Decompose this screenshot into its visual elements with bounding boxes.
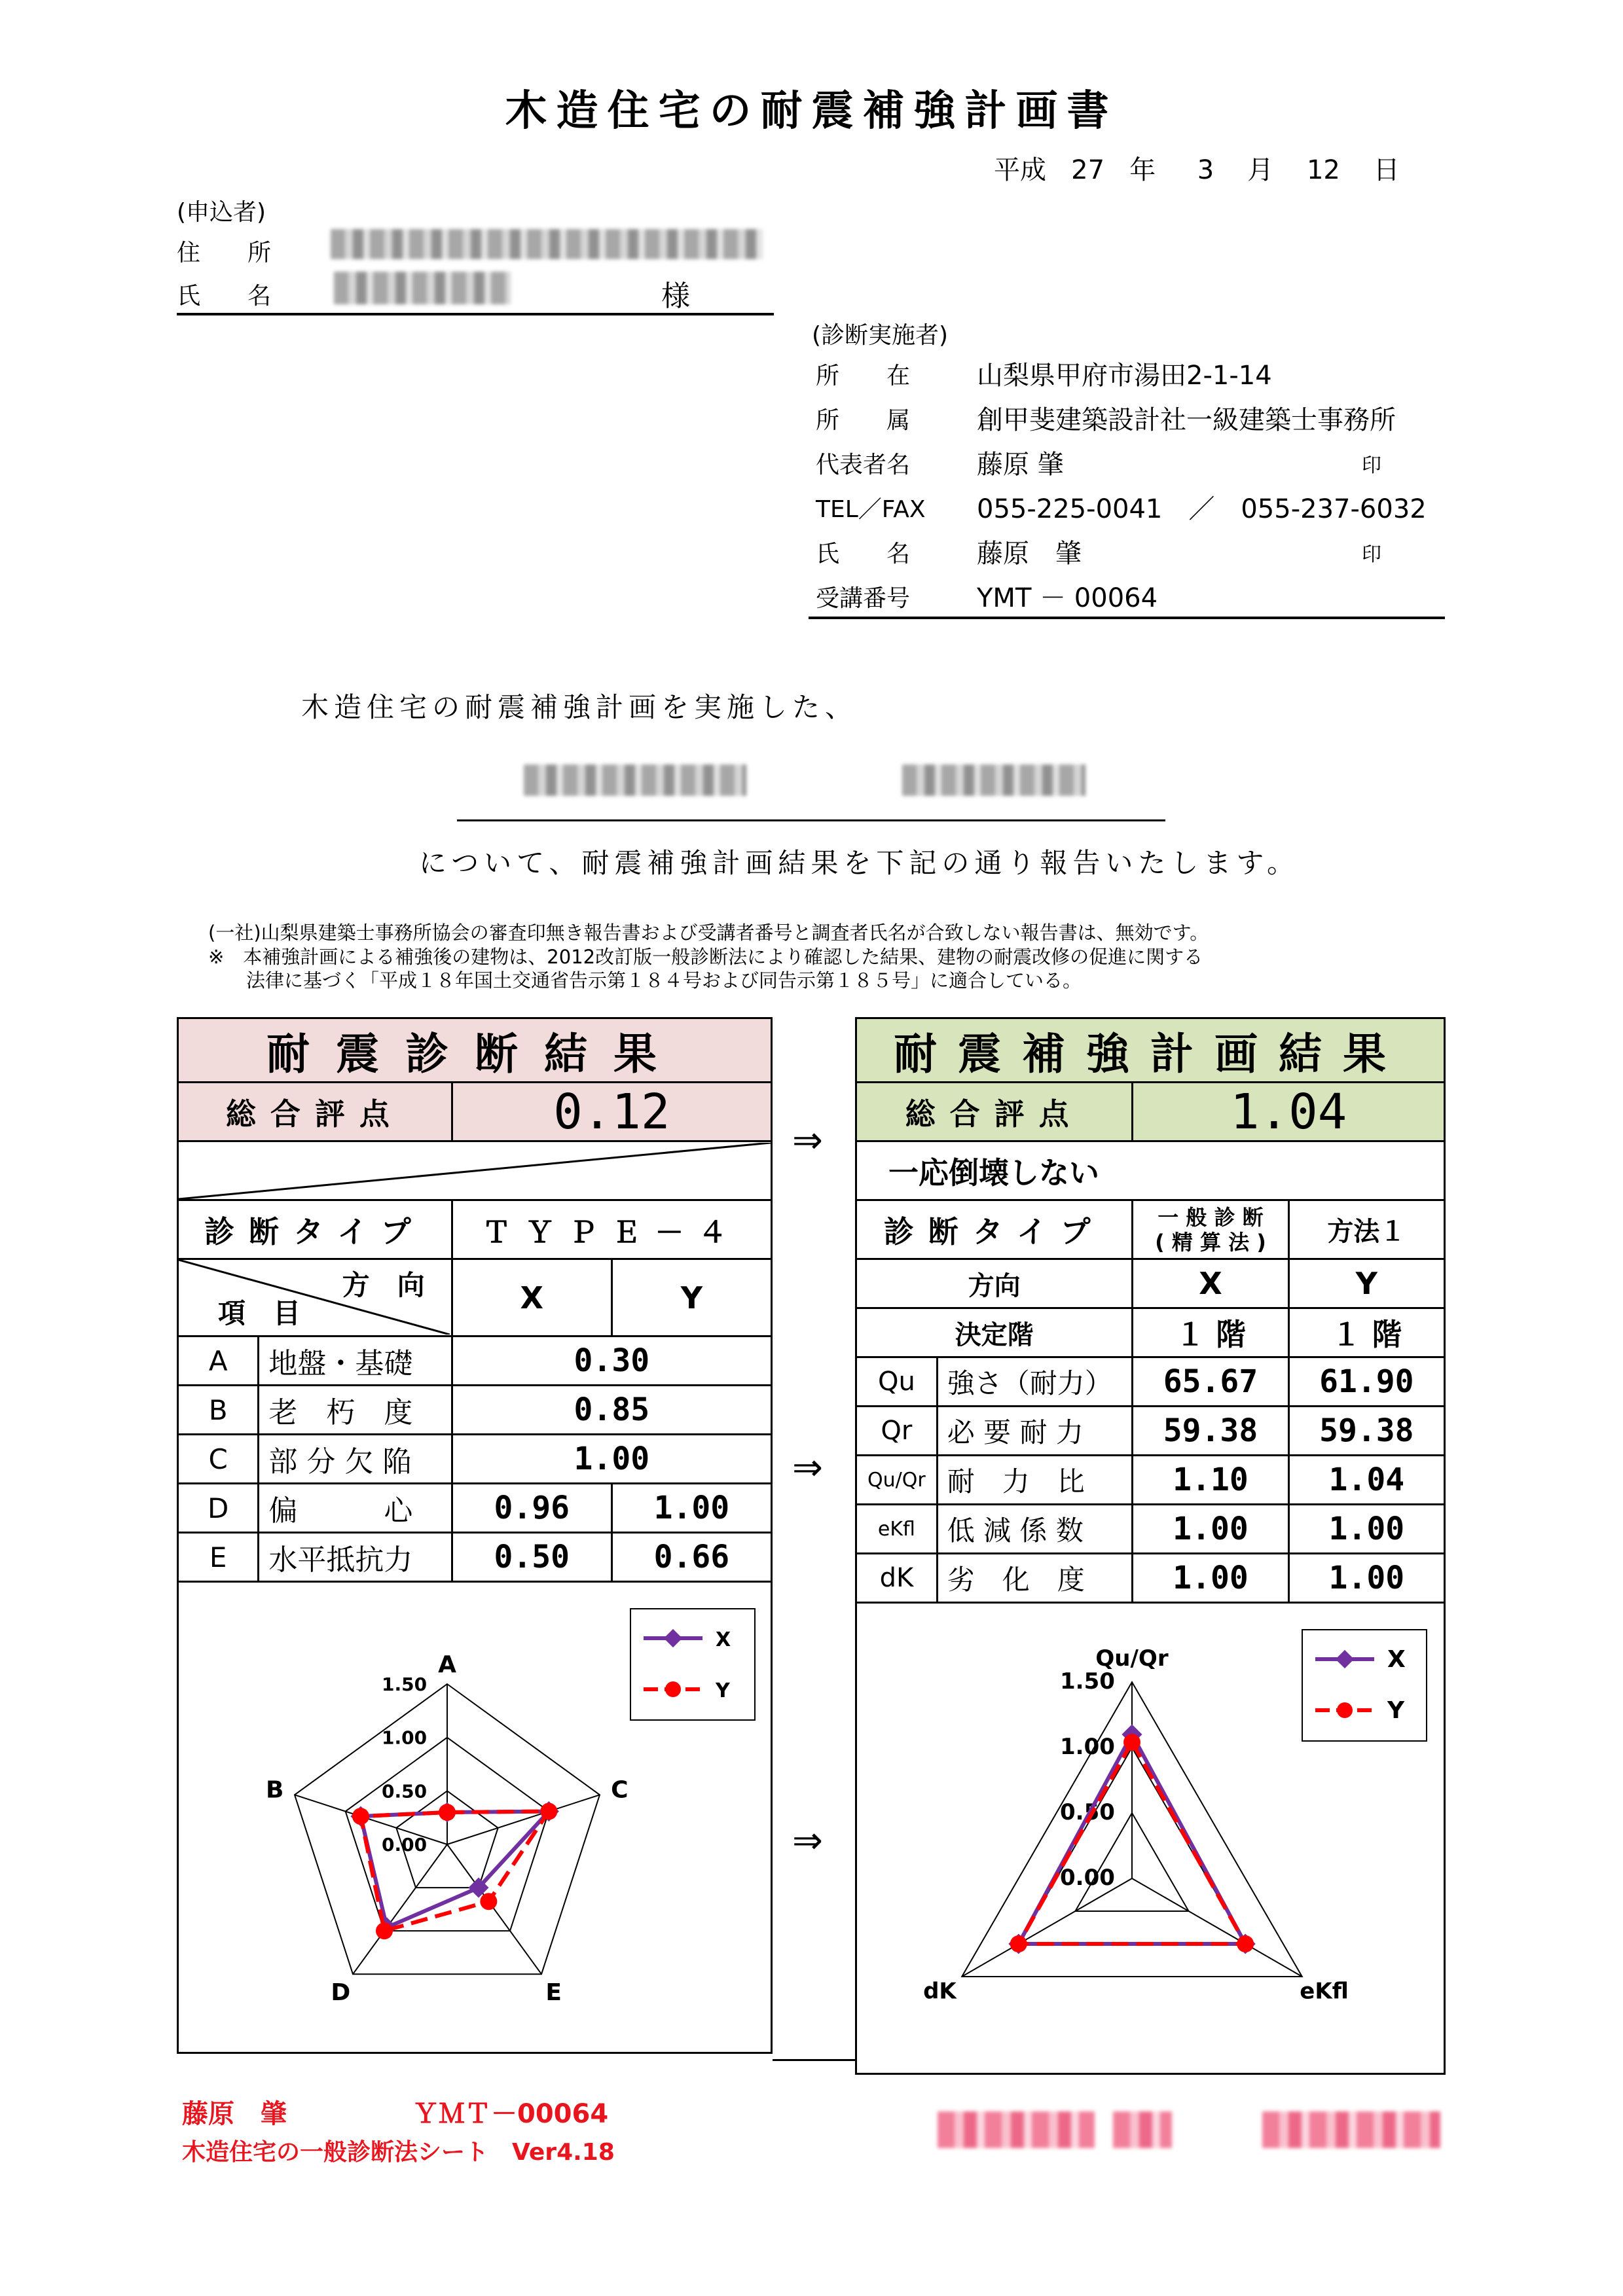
blank-verdict-cell	[178, 1141, 772, 1200]
arrow-values: ⇒	[792, 1446, 823, 1489]
right-item-x: 1.00	[1133, 1505, 1288, 1554]
right-item-x: 1.10	[1133, 1456, 1288, 1505]
note-3: 法律に基づく「平成１８年国土交通省告示第１８４号および同告示第１８５号」に適合している。	[208, 969, 1082, 992]
redacted-address	[331, 229, 763, 259]
right-type-value	[1133, 1200, 1288, 1259]
date: 平成 27 年 3 月 12 日	[994, 155, 1400, 185]
left-item-name: 地盤・基礎	[259, 1336, 452, 1386]
axis-label: E	[545, 1979, 562, 2006]
right-item-name: 強さ（耐力）	[937, 1357, 1133, 1407]
left-item-row	[178, 1533, 772, 1582]
seal-mark: 印	[1362, 543, 1381, 566]
statement-intro: 木造住宅の耐震補強計画を実施した、	[301, 691, 858, 723]
data-point-Y	[480, 1893, 497, 1910]
left-item-value: 1.00	[452, 1435, 771, 1484]
diagnoser-label: TEL／FAX	[816, 496, 926, 523]
right-total-label: 総合評点	[856, 1083, 1133, 1141]
redacted-stamp-3	[1262, 2111, 1440, 2148]
left-item-name: 老 朽 度	[259, 1386, 452, 1435]
left-item-row	[178, 1386, 772, 1435]
right-item-name: 低 減 係 数	[937, 1505, 1133, 1554]
floor-label: 決定階	[856, 1308, 1133, 1357]
type-precise: ( 精 算 法 )	[1155, 1229, 1266, 1255]
note-2: ※ 本補強計画による補強後の建物は、2012改訂版一般診断法により確認した結果、建物の耐震改修の促進に関する	[208, 946, 1203, 968]
right-type-label: 診断タイプ	[856, 1200, 1133, 1259]
data-point-Y	[1010, 1935, 1027, 1952]
axis-label: D	[331, 1979, 351, 2006]
axis-label: dK	[923, 1978, 957, 2005]
data-point-Y	[376, 1922, 393, 1939]
left-item-name: 部 分 欠 陥	[259, 1435, 452, 1484]
axis-label: A	[438, 1651, 456, 1679]
right-item-x: 1.00	[1133, 1554, 1288, 1603]
legend-box	[630, 1609, 755, 1720]
right-item-row	[856, 1357, 1445, 1407]
redacted-name	[334, 272, 511, 304]
tick-label: 0.00	[382, 1834, 428, 1856]
tick-label: 0.00	[1060, 1865, 1115, 1891]
reinforcement-header: 耐震補強計画結果	[856, 1018, 1445, 1083]
diagnosis-results-table	[177, 1017, 773, 2054]
type-general: 一 般 診 断	[1158, 1204, 1264, 1230]
right-method: 方法１	[1288, 1200, 1444, 1259]
arrow-charts: ⇒	[792, 1820, 823, 1862]
series-line-Y	[361, 1812, 549, 1931]
center-divider	[855, 1017, 857, 2062]
document-title: 木造住宅の耐震補強計画書	[505, 87, 1118, 135]
diagnoser-value: 山梨県甲府市湯田2-1-14	[977, 361, 1272, 391]
redacted-stamp-1	[938, 2111, 1095, 2148]
left-item-key: D	[178, 1484, 259, 1533]
direction-label: 方 向	[342, 1269, 425, 1301]
right-item-y: 61.90	[1288, 1357, 1444, 1407]
diagnoser-label: 所 属	[816, 407, 911, 434]
tick-label: 1.50	[382, 1674, 428, 1695]
footer-name: 藤原 肇	[182, 2099, 287, 2129]
redacted-building-1	[524, 764, 746, 796]
data-point-Y	[540, 1803, 557, 1820]
statement-report: について、耐震補強計画結果を下記の通り報告いたします。	[419, 847, 1300, 879]
diagnosis-header: 耐震診断結果	[178, 1018, 772, 1083]
floor-x: １ 階	[1133, 1308, 1288, 1357]
right-item-key: Qr	[856, 1407, 938, 1456]
applicant-address-label: 住 所	[177, 240, 272, 266]
left-item-y: 1.00	[611, 1484, 771, 1533]
verdict: 一応倒壊しない	[856, 1141, 1445, 1200]
tick-label: 1.00	[1060, 1734, 1115, 1760]
data-point-Y	[1237, 1935, 1254, 1952]
right-item-key: dK	[856, 1554, 938, 1603]
axis-label: B	[265, 1776, 284, 1804]
left-item-key: A	[178, 1336, 259, 1386]
right-item-row	[856, 1505, 1445, 1554]
honorific: 様	[661, 279, 690, 313]
diagnoser-value: 藤原 肇	[977, 450, 1064, 480]
diagnoser-value: 055-225-0041 ／ 055-237-6032	[977, 494, 1427, 524]
direction-item-header	[178, 1259, 452, 1336]
right-item-key: Qu/Qr	[856, 1456, 938, 1505]
left-chart-cell	[178, 1582, 772, 2053]
left-y-header: Y	[611, 1259, 771, 1336]
legend-label: X	[1387, 1646, 1406, 1673]
right-item-x: 65.67	[1133, 1357, 1288, 1407]
left-type-value: ＴＹＰＥ－４	[452, 1200, 771, 1259]
axis-label: Qu/Qr	[1095, 1645, 1169, 1672]
right-item-y: 1.00	[1288, 1554, 1444, 1603]
left-total-value: 0.12	[452, 1083, 771, 1141]
right-item-y: 1.04	[1288, 1456, 1444, 1505]
right-item-row	[856, 1456, 1445, 1505]
left-total-label: 総合評点	[178, 1083, 452, 1141]
diagnoser-value: YMT － 00064	[977, 583, 1158, 613]
left-item-row	[178, 1484, 772, 1533]
legend-label: Y	[1387, 1697, 1405, 1724]
statement-divider	[457, 819, 1165, 821]
right-item-y: 1.00	[1288, 1505, 1444, 1554]
diagnoser-value: 藤原 肇	[977, 539, 1082, 569]
diagnoser-label: 代表者名	[816, 452, 911, 478]
left-item-key: C	[178, 1435, 259, 1484]
right-x-header: X	[1133, 1259, 1288, 1308]
left-item-value: 0.30	[452, 1336, 771, 1386]
left-item-key: B	[178, 1386, 259, 1435]
right-item-x: 59.38	[1133, 1407, 1288, 1456]
note-1: (一社)山梨県建築士事務所協会の審査印無き報告書および受講者番号と調査者氏名が合致しない報告書は、無効です。	[208, 922, 1209, 944]
right-y-header: Y	[1288, 1259, 1444, 1308]
tick-label: 0.50	[1060, 1799, 1115, 1825]
right-item-key: Qu	[856, 1357, 938, 1407]
legend-label: Y	[716, 1679, 730, 1702]
diagnoser-divider	[809, 617, 1445, 619]
left-item-x: 0.50	[452, 1533, 611, 1582]
tick-label: 0.50	[382, 1780, 428, 1803]
legend-label: X	[716, 1628, 731, 1651]
series-line-X	[361, 1812, 549, 1928]
diagnoser-label: 氏 名	[816, 541, 911, 567]
diagnoser-heading: (診断実施者)	[812, 322, 949, 349]
legend-marker	[665, 1681, 681, 1697]
left-item-row	[178, 1435, 772, 1484]
right-chart-cell	[856, 1603, 1445, 2074]
right-item-name: 耐 力 比	[937, 1456, 1133, 1505]
data-point-Y	[439, 1804, 456, 1821]
right-item-y: 59.38	[1288, 1407, 1444, 1456]
left-item-x: 0.96	[452, 1484, 611, 1533]
left-item-name: 偏 心	[259, 1484, 452, 1533]
applicant-name-label: 氏 名	[177, 283, 272, 310]
axis-label: C	[611, 1776, 629, 1804]
left-item-y: 0.66	[611, 1533, 771, 1582]
footer-sheet: 木造住宅の一般診断法シート Ver4.18	[182, 2139, 615, 2166]
item-label: 項 目	[218, 1297, 301, 1329]
left-x-header: X	[452, 1259, 611, 1336]
legend-box	[1302, 1630, 1427, 1741]
axis-label: eKfl	[1300, 1978, 1349, 2005]
left-item-row	[178, 1336, 772, 1386]
legend-marker	[1337, 1702, 1353, 1718]
reinforcement-results-table	[855, 1017, 1446, 2075]
arrow-total: ⇒	[792, 1119, 823, 1162]
tick-label: 1.00	[382, 1727, 428, 1749]
right-item-row	[856, 1554, 1445, 1603]
right-item-name: 劣 化 度	[937, 1554, 1133, 1603]
right-total-value: 1.04	[1133, 1083, 1445, 1141]
right-item-key: eKfl	[856, 1505, 938, 1554]
redacted-stamp-2	[1113, 2111, 1172, 2148]
floor-y: １ 階	[1288, 1308, 1444, 1357]
diagnosis-radar-chart	[179, 1583, 771, 2051]
center-bottom-border	[773, 2059, 856, 2061]
redacted-building-2	[902, 764, 1085, 796]
diagnoser-label: 受講番号	[816, 585, 911, 612]
right-item-name: 必 要 耐 力	[937, 1407, 1133, 1456]
left-item-name: 水平抵抗力	[259, 1533, 452, 1582]
diagonal-line	[179, 1143, 771, 1199]
left-item-value: 0.85	[452, 1386, 771, 1435]
reinforcement-radar-chart	[857, 1604, 1444, 2072]
left-type-label: 診断タイプ	[178, 1200, 452, 1259]
footer-number: ＹＭＴ－00064	[412, 2099, 609, 2129]
data-point-Y	[1123, 1734, 1140, 1751]
tick-label: 1.50	[1060, 1668, 1115, 1695]
right-item-row	[856, 1407, 1445, 1456]
left-item-key: E	[178, 1533, 259, 1582]
right-direction-label: 方向	[856, 1259, 1133, 1308]
applicant-heading: (申込者)	[177, 199, 266, 226]
diagnoser-value: 創甲斐建築設計社一級建築士事務所	[977, 405, 1396, 435]
applicant-divider	[177, 313, 774, 315]
seal-mark: 印	[1362, 454, 1381, 477]
data-point-Y	[352, 1808, 369, 1825]
diagnoser-label: 所 在	[816, 363, 911, 389]
